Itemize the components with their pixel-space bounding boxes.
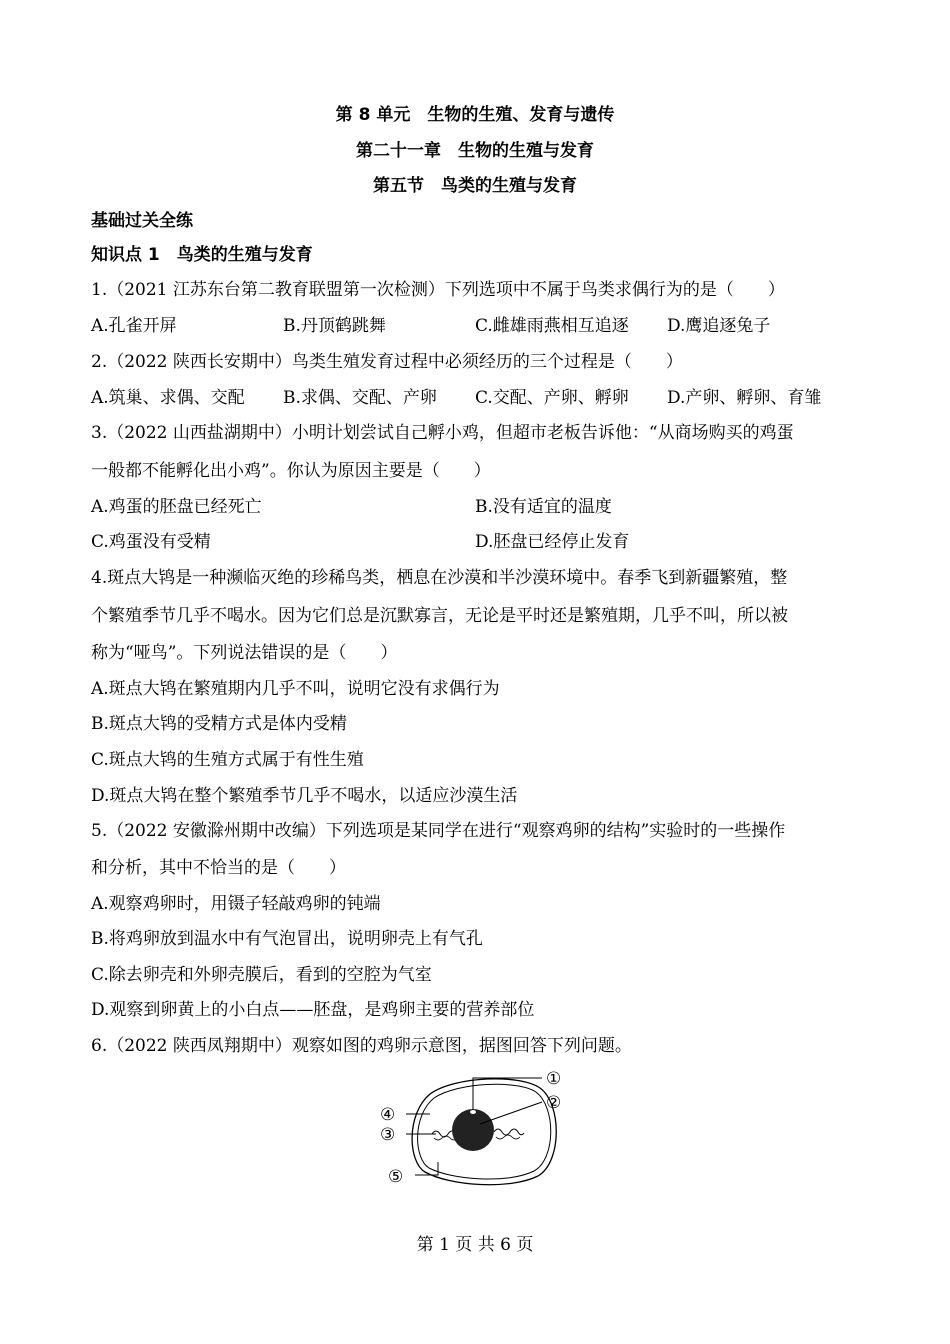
label-1: ① (546, 1069, 562, 1089)
question-2-option-d: D.产卵、孵卵、育雏 (667, 388, 822, 408)
question-3-stem-line-1: 3.（2022 山西盐湖期中）小明计划尝试自己孵小鸡，但超市老板告诉他：“从商场购买的鸡蛋 (91, 423, 794, 443)
question-5-option-a: A.观察鸡卵时，用镊子轻敲鸡卵的钝端 (91, 894, 381, 914)
section-title: 第五节 鸟类的生殖与发育 (373, 176, 577, 196)
question-1-option-a: A.孔雀开屏 (91, 316, 177, 336)
yolk (452, 1109, 494, 1151)
question-4-option-d: D.斑点大鸨在整个繁殖季节几乎不喝水，以适应沙漠生活 (91, 786, 518, 806)
question-4-stem-line-2: 个繁殖季节几乎不喝水。因为它们总是沉默寡言，无论是平时还是繁殖期，几乎不叫，所以被 (91, 606, 788, 626)
question-2-stem: 2.（2022 陕西长安期中）鸟类生殖发育过程中必须经历的三个过程是（ ） (91, 352, 683, 372)
chapter-title: 第二十一章 生物的生殖与发育 (356, 141, 594, 161)
question-4-option-a: A.斑点大鸨在繁殖期内几乎不叫，说明它没有求偶行为 (91, 679, 500, 699)
question-5-stem-line-1: 5.（2022 安徽滁州期中改编）下列选项是某同学在进行“观察鸡卵的结构”实验时的一些操作 (91, 821, 786, 841)
germinal-disc (470, 1110, 476, 1114)
knowledge-point-title: 知识点 1 鸟类的生殖与发育 (91, 245, 313, 265)
question-2-option-a: A.筑巢、求偶、交配 (91, 388, 245, 408)
chalaza-right (494, 1129, 524, 1135)
label-3: ③ (380, 1125, 396, 1145)
question-1-option-c: C.雌雄雨燕相互追逐 (475, 316, 629, 336)
question-3-stem-line-2: 一般都不能孵化出小鸡”。你认为原因主要是（ ） (91, 461, 491, 481)
unit-title: 第 8 单元 生物的生殖、发育与遗传 (335, 105, 615, 125)
question-3-option-d: D.胚盘已经停止发育 (475, 532, 630, 552)
label-4: ④ (380, 1105, 396, 1125)
label-2: ② (546, 1093, 562, 1113)
question-1-option-b: B.丹顶鹤跳舞 (283, 316, 386, 336)
question-3-option-c: C.鸡蛋没有受精 (91, 532, 211, 552)
question-4-stem-line-1: 4.斑点大鸨是一种濒临灭绝的珍稀鸟类，栖息在沙漠和半沙漠环境中。春季飞到新疆繁殖，整 (91, 568, 788, 588)
question-5-stem-line-2: 和分析，其中不恰当的是（ ） (91, 858, 346, 878)
question-2-option-c: C.交配、产卵、孵卵 (475, 388, 629, 408)
question-3-option-b: B.没有适宜的温度 (475, 497, 612, 517)
egg-structure-diagram (370, 1062, 580, 1192)
question-5-option-b: B.将鸡卵放到温水中有气泡冒出，说明卵壳上有气孔 (91, 929, 483, 949)
block-title: 基础过关全练 (91, 211, 193, 231)
chalaza-right-2 (496, 1135, 520, 1139)
question-4-option-b: B.斑点大鸨的受精方式是体内受精 (91, 714, 347, 734)
page-footer: 第 1 页 共 6 页 (416, 1235, 534, 1255)
label-5: ⑤ (388, 1167, 404, 1187)
question-6-stem: 6.（2022 陕西凤翔期中）观察如图的鸡卵示意图，据图回答下列问题。 (91, 1036, 632, 1056)
question-1-option-d: D.鹰追逐兔子 (667, 316, 771, 336)
question-1-stem: 1.（2021 江苏东台第二教育联盟第一次检测）下列选项中不属于鸟类求偶行为的是（ ） (91, 280, 785, 300)
question-5-option-c: C.除去卵壳和外卵壳膜后，看到的空腔为气室 (91, 965, 432, 985)
question-4-stem-line-3: 称为“哑鸟”。下列说法错误的是（ ） (91, 643, 398, 663)
question-3-option-a: A.鸡蛋的胚盘已经死亡 (91, 497, 262, 517)
question-2-option-b: B.求偶、交配、产卵 (283, 388, 437, 408)
question-5-option-d: D.观察到卵黄上的小白点——胚盘，是鸡卵主要的营养部位 (91, 1000, 535, 1020)
question-4-option-c: C.斑点大鸨的生殖方式属于有性生殖 (91, 750, 364, 770)
